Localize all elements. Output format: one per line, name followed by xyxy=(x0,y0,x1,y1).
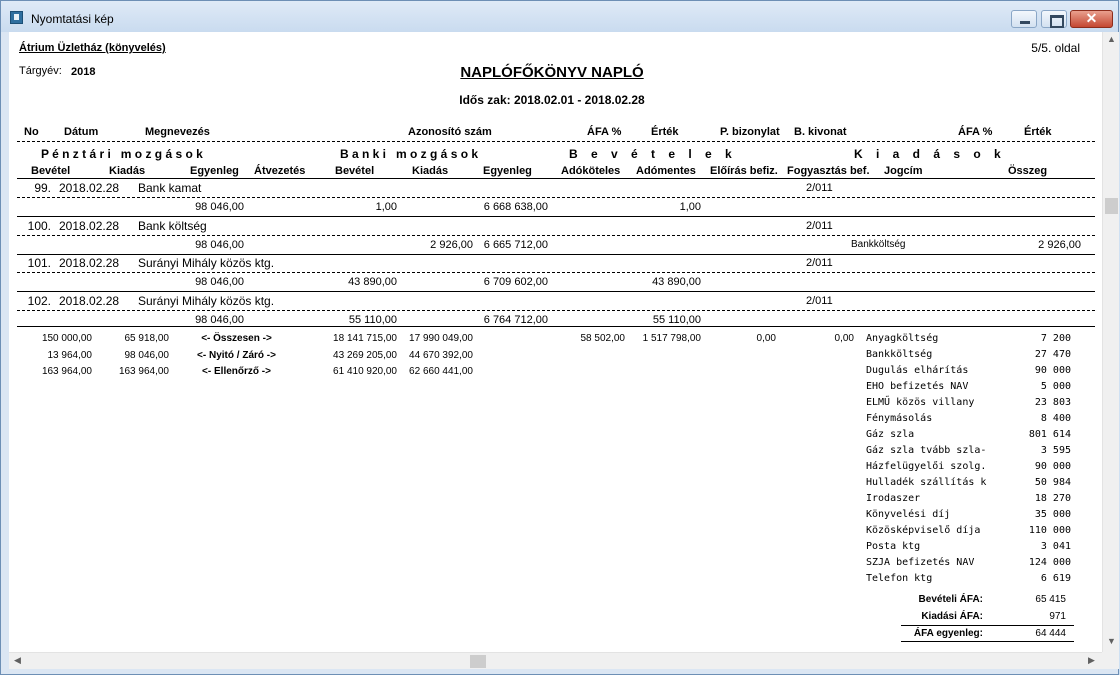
entry-name: Bank kamat xyxy=(138,181,202,195)
vertical-scroll-thumb[interactable] xyxy=(1105,198,1118,214)
col-header-value-2: Érték xyxy=(1024,126,1052,138)
entry-bank-expense: 2 926,00 xyxy=(430,238,473,251)
total-label: <- Ellenőrző -> xyxy=(202,366,271,377)
entry-name: Surányi Mihály közös ktg. xyxy=(138,256,275,270)
entry-cash-balance: 98 046,00 xyxy=(195,276,244,288)
entry-bank-statement: 2/011 xyxy=(806,257,833,269)
scroll-left-icon[interactable]: ◀ xyxy=(14,655,21,665)
entry-cash-balance: 98 046,00 xyxy=(195,238,244,251)
app-icon xyxy=(10,11,23,24)
entry-cash-balance: 98 046,00 xyxy=(195,313,244,326)
expense-name: Házfelügyelői szolg. xyxy=(866,461,987,472)
expense-amount: 6 619 xyxy=(1040,573,1071,584)
entry-date: 2018.02.28 xyxy=(59,293,120,308)
col-prescribed-payment: Előírás befiz. xyxy=(710,165,778,177)
col-transfer: Átvezetés xyxy=(254,165,306,177)
expense-name: Telefon ktg xyxy=(866,573,933,584)
total-bank-income: 61 410 920,00 xyxy=(333,366,397,377)
expense-amount: 23 803 xyxy=(1034,397,1071,408)
entry-tax-exempt: 43 890,00 xyxy=(652,276,701,288)
total-taxable: 58 502,00 xyxy=(580,333,625,344)
vertical-scrollbar[interactable] xyxy=(1102,32,1119,653)
col-bank-income: Bevétel xyxy=(335,165,375,177)
col-header-cash-voucher: P. bizonylat xyxy=(720,126,780,138)
col-header-value: Érték xyxy=(651,126,679,138)
total-bank-income: 43 269 205,00 xyxy=(333,349,397,361)
vat-expense-value: 971 xyxy=(1049,611,1066,622)
total-consumption-payment: 0,00 xyxy=(834,333,854,344)
col-header-no: No xyxy=(24,126,39,138)
report-period: Idős zak: 2018.02.01 - 2018.02.28 xyxy=(459,93,645,107)
group-cash-movements: P é n z t á r i m o z g á s o k xyxy=(41,147,203,161)
vat-line-top xyxy=(901,625,1074,626)
total-tax-exempt: 1 517 798,00 xyxy=(642,333,701,344)
expense-name: Dugulás elhárítás xyxy=(866,365,969,376)
entry-bank-statement: 2/011 xyxy=(806,294,833,307)
total-cash-expense: 163 964,00 xyxy=(118,366,169,377)
year-label: Tárgyév: xyxy=(19,65,62,77)
col-title: Jogcím xyxy=(884,165,923,177)
entry-title: Bankköltség xyxy=(851,238,906,250)
header-separator xyxy=(17,141,1095,142)
report-page xyxy=(9,32,1102,652)
company-name: Átrium Üzletház (könyvelés) xyxy=(19,42,166,54)
col-header-vat-pct-2: ÁFA % xyxy=(958,126,993,138)
vat-income-label: Bevételi ÁFA: xyxy=(918,594,983,605)
entry-amount: 2 926,00 xyxy=(1038,238,1081,251)
expense-name: EHO befizetés NAV xyxy=(866,381,969,392)
entry-line xyxy=(17,254,1095,255)
expense-amount: 27 470 xyxy=(1034,349,1071,360)
year-value: 2018 xyxy=(71,66,96,78)
total-bank-expense: 17 990 049,00 xyxy=(409,333,473,344)
col-cash-balance: Egyenleg xyxy=(190,165,239,177)
entries-bottom-line xyxy=(17,326,1095,327)
expense-amount: 5 000 xyxy=(1040,381,1071,392)
col-header-name: Megnevezés xyxy=(145,126,210,138)
col-header-date: Dátum xyxy=(64,126,99,138)
preview-area xyxy=(9,32,1116,669)
scroll-right-icon[interactable]: ▶ xyxy=(1088,655,1095,665)
minimize-button[interactable] xyxy=(1011,10,1037,28)
horizontal-scroll-thumb[interactable] xyxy=(470,655,486,668)
group-revenues: B e v é t e l e k xyxy=(569,147,737,161)
expense-amount: 124 000 xyxy=(1028,557,1071,568)
entry-cash-balance: 98 046,00 xyxy=(195,201,244,213)
total-cash-income: 163 964,00 xyxy=(41,366,92,377)
maximize-button[interactable] xyxy=(1041,10,1067,28)
expense-amount: 3 041 xyxy=(1040,541,1071,552)
close-icon: ✕ xyxy=(1085,10,1098,26)
col-cash-expense: Kiadás xyxy=(109,165,146,177)
expense-name: ELMŰ közös villany xyxy=(866,397,975,408)
expense-amount: 110 000 xyxy=(1028,525,1071,536)
total-label: <- Összesen -> xyxy=(201,333,272,344)
group-expenses: K i a d á s o k xyxy=(854,147,1006,161)
col-header-bank-statement: B. kivonat xyxy=(794,126,847,138)
entry-tax-exempt: 55 110,00 xyxy=(652,313,701,326)
expense-amount: 90 000 xyxy=(1034,461,1071,472)
col-bank-balance: Egyenleg xyxy=(483,165,532,177)
total-cash-expense: 98 046,00 xyxy=(124,349,169,361)
expense-name: Fénymásolás xyxy=(866,413,933,424)
expense-name: Könyvelési díj xyxy=(866,509,951,520)
group-bank-movements: B a n k i m o z g á s o k xyxy=(340,147,479,161)
expense-amount: 35 000 xyxy=(1034,509,1071,520)
total-bank-expense: 44 670 392,00 xyxy=(409,349,473,361)
expense-name: Irodaszer xyxy=(866,493,921,504)
total-cash-income: 150 000,00 xyxy=(41,333,92,344)
entry-bank-income: 1,00 xyxy=(375,201,397,213)
expense-amount: 3 595 xyxy=(1040,445,1071,456)
entry-line xyxy=(17,291,1095,292)
vat-balance-value: 64 444 xyxy=(1035,628,1066,639)
expense-name: Gáz szla tvább szla- xyxy=(866,445,987,456)
entry-name: Surányi Mihály közös ktg. xyxy=(138,293,275,308)
entry-bank-balance: 6 665 712,00 xyxy=(483,238,548,251)
entry-date: 2018.02.28 xyxy=(59,256,120,270)
scroll-down-icon[interactable]: ▼ xyxy=(1107,636,1116,646)
entry-date: 2018.02.28 xyxy=(59,181,120,195)
total-cash-income: 13 964,00 xyxy=(47,349,92,361)
total-prescribed-payment: 0,00 xyxy=(756,333,776,344)
total-bank-income: 18 141 715,00 xyxy=(333,333,397,344)
expense-name: Anyagköltség xyxy=(866,333,939,344)
col-tax-exempt: Adómentes xyxy=(636,165,696,177)
entry-date: 2018.02.28 xyxy=(59,218,120,233)
entry-bank-statement: 2/011 xyxy=(806,182,833,194)
vat-balance-label: ÁFA egyenleg: xyxy=(913,628,983,639)
entry-line xyxy=(17,216,1095,217)
close-button[interactable] xyxy=(1070,10,1113,28)
total-cash-expense: 65 918,00 xyxy=(124,333,169,344)
entry-bank-balance: 6 764 712,00 xyxy=(483,313,548,326)
entry-separator xyxy=(17,197,1095,198)
col-consumption-payment: Fogyasztás bef. xyxy=(787,165,870,177)
header-bottom-line xyxy=(17,178,1095,179)
expense-amount: 90 000 xyxy=(1034,365,1071,376)
total-bank-expense: 62 660 441,00 xyxy=(409,366,473,377)
entry-tax-exempt: 1,00 xyxy=(679,201,701,213)
entry-separator xyxy=(17,310,1095,311)
vat-expense-label: Kiadási ÁFA: xyxy=(921,611,983,622)
expense-amount: 8 400 xyxy=(1040,413,1071,424)
expense-name: Gáz szla xyxy=(866,429,915,440)
entry-name: Bank költség xyxy=(138,218,207,233)
col-bank-expense: Kiadás xyxy=(412,165,449,177)
entry-number: 102. xyxy=(27,293,51,308)
entry-number: 101. xyxy=(27,256,51,270)
page-number: 5/5. oldal xyxy=(1031,41,1080,55)
entry-bank-balance: 6 668 638,00 xyxy=(483,201,548,213)
entry-separator xyxy=(17,235,1095,236)
report-title: NAPLÓFŐKÖNYV NAPLÓ xyxy=(460,64,644,81)
expense-amount: 50 984 xyxy=(1034,477,1071,488)
expense-name: Posta ktg xyxy=(866,541,921,552)
col-header-vat-pct: ÁFA % xyxy=(587,126,622,138)
horizontal-scrollbar[interactable] xyxy=(9,652,1102,669)
scrollbar-corner xyxy=(1102,652,1119,669)
entry-bank-balance: 6 709 602,00 xyxy=(483,276,548,288)
col-cash-income: Bevétel xyxy=(31,165,71,177)
col-taxable: Adóköteles xyxy=(561,165,621,177)
title-bar[interactable] xyxy=(1,1,1118,32)
expense-name: Bankköltség xyxy=(866,349,933,360)
vat-line-bottom xyxy=(901,641,1074,642)
entry-separator xyxy=(17,272,1095,273)
expense-name: Hulladék szállítás k xyxy=(866,477,987,488)
expense-amount: 801 614 xyxy=(1028,429,1071,440)
total-label: <- Nyitó / Záró -> xyxy=(197,349,276,361)
col-header-id: Azonosító szám xyxy=(408,126,492,138)
expense-name: Közösképviselő díja xyxy=(866,525,981,536)
expense-name: SZJA befizetés NAV xyxy=(866,557,975,568)
entry-bank-statement: 2/011 xyxy=(806,219,833,232)
expense-amount: 7 200 xyxy=(1040,333,1071,344)
window-title: Nyomtatási kép xyxy=(31,12,114,26)
expense-amount: 18 270 xyxy=(1034,493,1071,504)
entry-number: 99. xyxy=(34,181,51,195)
vat-income-value: 65 415 xyxy=(1035,594,1066,605)
entry-bank-income: 55 110,00 xyxy=(348,313,397,326)
scroll-up-icon[interactable]: ▲ xyxy=(1107,34,1116,44)
entry-number: 100. xyxy=(27,218,51,233)
col-amount: Összeg xyxy=(1008,165,1048,177)
entry-bank-income: 43 890,00 xyxy=(348,276,397,288)
